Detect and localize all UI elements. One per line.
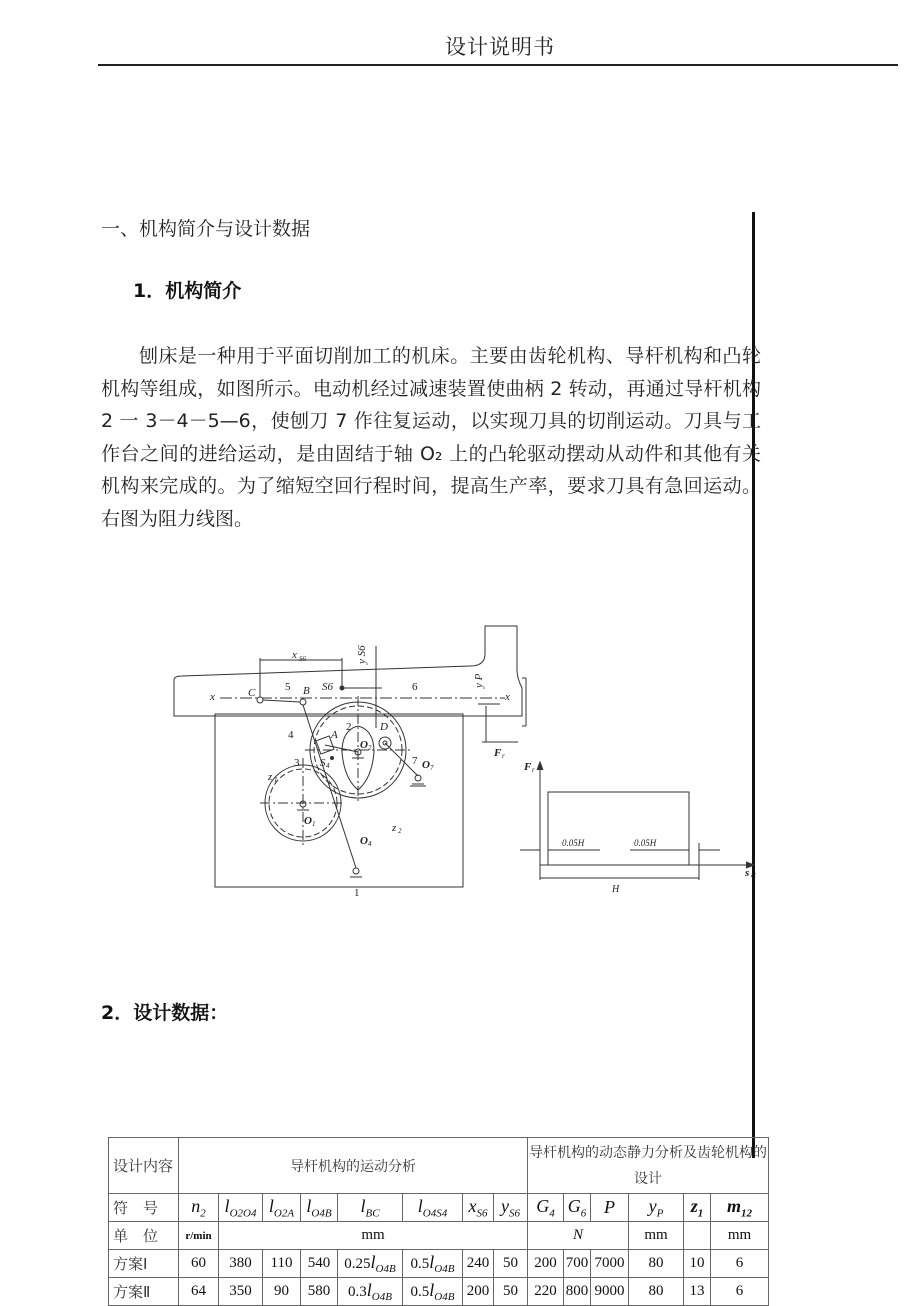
svg-text:4: 4 bbox=[288, 729, 294, 741]
cell: 200 bbox=[463, 1278, 494, 1306]
cell: 6 bbox=[711, 1278, 769, 1306]
svg-text:y S6: y S6 bbox=[356, 645, 368, 664]
symbol-lO4S4: l bbox=[417, 1195, 423, 1216]
svg-text:5: 5 bbox=[285, 681, 291, 693]
svg-text:D: D bbox=[380, 721, 388, 733]
cell: 540 bbox=[301, 1250, 338, 1278]
svg-text:6: 6 bbox=[412, 681, 418, 693]
svg-text:4: 4 bbox=[326, 762, 330, 770]
symbol-lBC: l bbox=[360, 1195, 366, 1216]
design-content-label: 设计内容 bbox=[109, 1138, 179, 1194]
subsection-title-data: 2．设计数据： bbox=[101, 1002, 229, 1024]
unit-forces: N bbox=[528, 1222, 629, 1250]
cell: 700 bbox=[564, 1250, 591, 1278]
symbol-label: 符 号 bbox=[109, 1194, 179, 1222]
svg-text:H: H bbox=[612, 884, 620, 895]
svg-text:x: x bbox=[292, 649, 297, 661]
unit-lengths: mm bbox=[219, 1222, 528, 1250]
symbol-z1: z bbox=[690, 1195, 698, 1216]
header-rule bbox=[98, 64, 898, 66]
svg-text:O: O bbox=[304, 815, 312, 827]
cell: 60 bbox=[179, 1250, 219, 1278]
cell: 13 bbox=[684, 1278, 711, 1306]
symbol-G6: G bbox=[567, 1195, 581, 1216]
cell: 9000 bbox=[591, 1278, 629, 1306]
subsection-title-intro: 1．机构简介 bbox=[133, 280, 242, 302]
cell: 50 bbox=[494, 1250, 528, 1278]
svg-text:1: 1 bbox=[354, 887, 360, 899]
symbol-P: P bbox=[604, 1197, 615, 1217]
svg-text:1: 1 bbox=[274, 776, 278, 784]
cell: 80 bbox=[629, 1250, 684, 1278]
svg-text:O: O bbox=[360, 835, 368, 847]
svg-text:0.05H: 0.05H bbox=[562, 838, 585, 848]
svg-text:z: z bbox=[268, 771, 273, 783]
cell: $0.5l_{O4B}$ bbox=[403, 1278, 463, 1306]
svg-text:3: 3 bbox=[294, 757, 300, 769]
cell: 6 bbox=[711, 1250, 769, 1278]
symbol-yS6: y bbox=[501, 1195, 509, 1216]
group-header-kinematics: 导杆机构的运动分析 bbox=[179, 1138, 528, 1194]
cell: 350 bbox=[219, 1278, 263, 1306]
table-row bbox=[109, 1278, 769, 1306]
svg-text:O: O bbox=[360, 739, 368, 751]
row-name: 方案Ⅰ bbox=[109, 1250, 179, 1278]
svg-text:r: r bbox=[532, 766, 535, 774]
cell: 110 bbox=[263, 1250, 301, 1278]
cell: 800 bbox=[564, 1278, 591, 1306]
svg-text:2: 2 bbox=[346, 721, 352, 733]
cell: 90 bbox=[263, 1278, 301, 1306]
svg-text:1: 1 bbox=[312, 820, 316, 828]
svg-text:4: 4 bbox=[368, 840, 372, 848]
svg-text:y P: y P bbox=[473, 673, 485, 688]
svg-text:7: 7 bbox=[430, 764, 434, 772]
svg-text:O: O bbox=[422, 759, 430, 771]
symbol-G4: G bbox=[536, 1195, 550, 1216]
svg-text:B: B bbox=[303, 685, 310, 697]
symbol-n2: n bbox=[191, 1195, 201, 1216]
svg-text:x: x bbox=[505, 691, 510, 703]
table-row bbox=[109, 1250, 769, 1278]
symbol-row: 符 号 $n_2$ $l_{O2O4}$ $l_{O2A}$ $l_{O4B}$ $l_{BC}$ $l_{O4S4}$ $x_{S6}$ $y_{S6}$ $G_4$ $G_6$ P $y_P$ $z_1$ $m_{12}$ bbox=[109, 1194, 769, 1222]
unit-label: 单 位 bbox=[109, 1222, 179, 1250]
symbol-lO2O4: l bbox=[224, 1195, 230, 1216]
intro-paragraph-text: 刨床是一种用于平面切削加工的机床。主要由齿轮机构、导杆机构和凸轮机构等组成，如图所示。电动机经过减速装置使曲柄 2 转动，再通过导杆机构 2 一 3－4－5—6，使刨刀 7 作往复运动，以实现刀具的切削运动。刀具与工作台之间的进给运动，是由固结于轴 O₂ 上的凸轮驱动摆动从动件和其他有关机构来完成的。为了缩短空回行程时间，提高生产率，要求刀具有急回运动。右图为阻力线图。 bbox=[101, 345, 761, 530]
cell: 7000 bbox=[591, 1250, 629, 1278]
cell: 50 bbox=[494, 1278, 528, 1306]
cell: 80 bbox=[629, 1278, 684, 1306]
svg-text:r: r bbox=[502, 752, 505, 760]
page-header-title: 设计说明书 bbox=[445, 35, 555, 59]
group-header-dynamics: 导杆机构的动态静力分析及齿轮机构的设计 bbox=[528, 1138, 769, 1194]
symbol-lO2A: l bbox=[268, 1195, 274, 1216]
cell: $0.25l_{O4B}$ bbox=[338, 1250, 403, 1278]
svg-text:F: F bbox=[494, 747, 502, 759]
intro-paragraph bbox=[101, 340, 761, 535]
svg-text:S6: S6 bbox=[299, 655, 306, 663]
design-data-table bbox=[108, 1137, 769, 1306]
unit-m12: mm bbox=[711, 1222, 769, 1250]
svg-text:2: 2 bbox=[398, 827, 402, 835]
svg-text:S6: S6 bbox=[322, 681, 333, 693]
unit-row bbox=[109, 1222, 769, 1250]
section-title: 一、机构简介与设计数据 bbox=[101, 218, 311, 240]
cell: 220 bbox=[528, 1278, 564, 1306]
svg-text:z: z bbox=[392, 822, 397, 834]
svg-text:S: S bbox=[320, 757, 326, 769]
symbol-lO4B: l bbox=[306, 1195, 312, 1216]
cell: 240 bbox=[463, 1250, 494, 1278]
cell: 200 bbox=[528, 1250, 564, 1278]
unit-n2: r/min bbox=[179, 1222, 219, 1250]
cell: 64 bbox=[179, 1278, 219, 1306]
unit-z1 bbox=[684, 1222, 711, 1250]
cell: $0.5l_{O4B}$ bbox=[403, 1250, 463, 1278]
svg-text:s: s bbox=[745, 867, 750, 879]
svg-text:x: x bbox=[210, 691, 215, 703]
row-name: 方案Ⅱ bbox=[109, 1278, 179, 1306]
svg-text:2: 2 bbox=[368, 744, 372, 752]
unit-yP: mm bbox=[629, 1222, 684, 1250]
cell: $0.3l_{O4B}$ bbox=[338, 1278, 403, 1306]
cell: 380 bbox=[219, 1250, 263, 1278]
svg-text:C: C bbox=[248, 687, 256, 699]
symbol-yP: y bbox=[648, 1195, 657, 1216]
cell: 10 bbox=[684, 1250, 711, 1278]
planer-mechanism-figure bbox=[160, 618, 760, 908]
svg-text:7: 7 bbox=[412, 755, 418, 767]
svg-text:0.05H: 0.05H bbox=[634, 838, 657, 848]
svg-text:C: C bbox=[751, 872, 756, 880]
cell: 580 bbox=[301, 1278, 338, 1306]
symbol-m12: m bbox=[726, 1195, 741, 1216]
symbol-xS6: x bbox=[468, 1195, 477, 1216]
svg-text:A: A bbox=[331, 729, 338, 741]
svg-text:F: F bbox=[524, 761, 532, 773]
